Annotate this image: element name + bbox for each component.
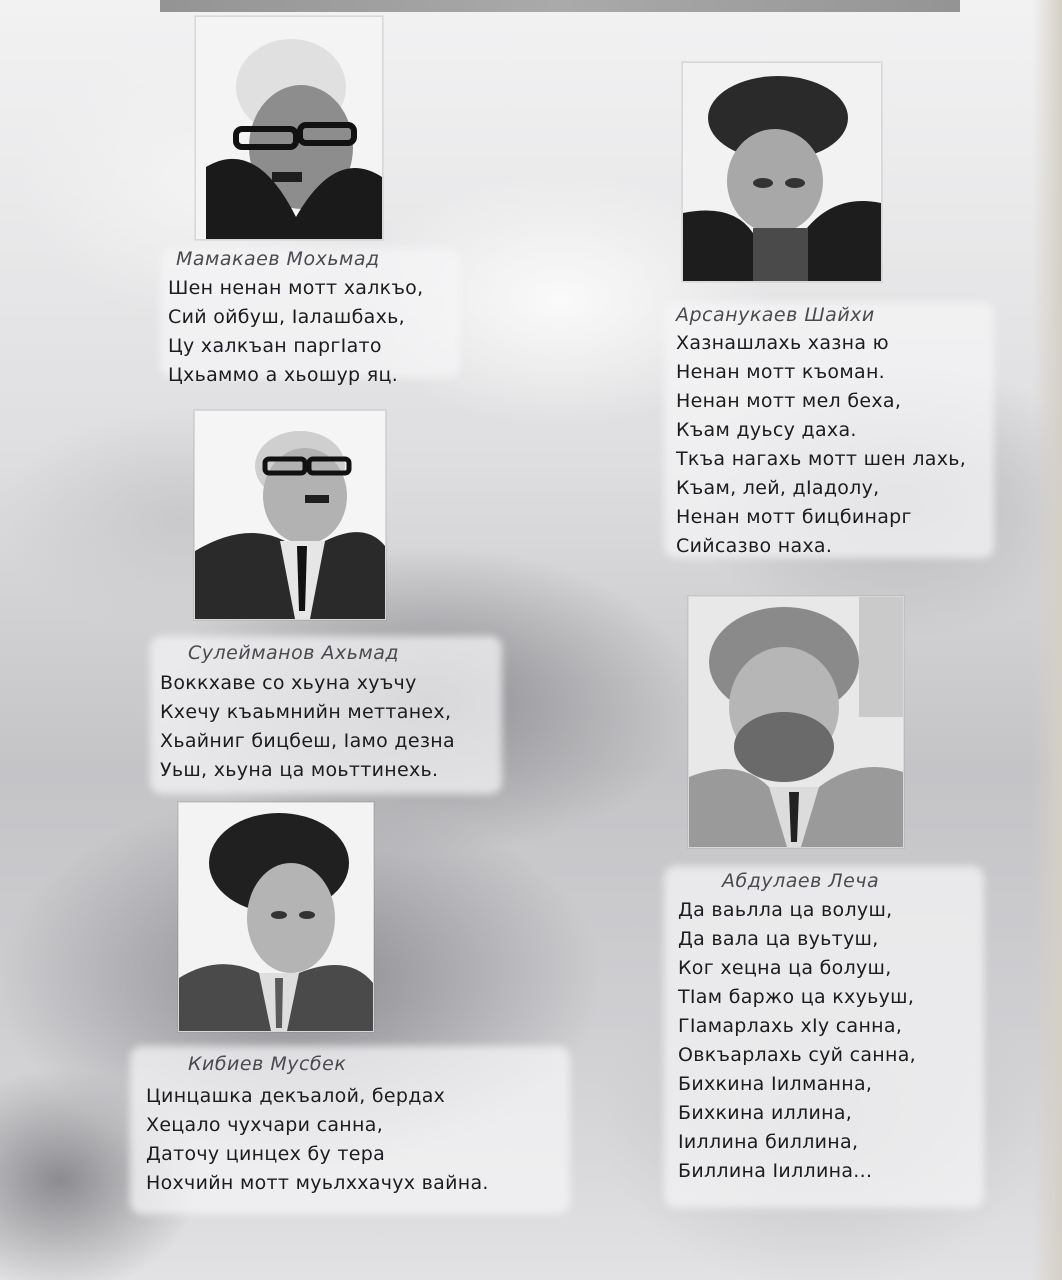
poem-line: Iиллина биллина, xyxy=(678,1131,859,1153)
poem-line: Ког хецна ца болуш, xyxy=(678,957,892,979)
poem-abdulaev xyxy=(678,896,916,1186)
poem-line: ТIам баржо ца кхуьуш, xyxy=(678,986,915,1008)
poem-line: Бихкина иллина, xyxy=(678,1102,853,1124)
poet-name-kibiev: Кибиев Мусбек xyxy=(188,1053,347,1075)
poem-line: Хьайниг бицбеш, Iамо дезна xyxy=(160,730,455,752)
poem-line: Ненан мотт мел беха, xyxy=(676,390,902,412)
poet-name-abdulaev: Абдулаев Леча xyxy=(722,870,880,892)
poem-line: Овкъарлахь суй санна, xyxy=(678,1044,917,1066)
poem-line: Да ваьлла ца волуш, xyxy=(678,899,893,921)
poem-line: Ткъа нагахь мотт шен лахь, xyxy=(676,448,967,470)
poem-line: Кхечу къаьмнийн меттанех, xyxy=(160,701,452,723)
header-strip xyxy=(160,0,960,12)
poem-line: Ненан мотт бицбинарг xyxy=(676,506,912,528)
poem-line: Нохчийн мотт муьлххачух вайна. xyxy=(146,1172,489,1194)
poem-line: ГIамарлахь хIу санна, xyxy=(678,1015,903,1037)
poem-mamakaev xyxy=(168,274,423,390)
poem-line: Цу халкъан паргIато xyxy=(168,335,382,357)
poem-line: Къам, лей, дIадолу, xyxy=(676,477,880,499)
poem-line: Уьш, хьуна ца моьттинехь. xyxy=(160,759,439,781)
poet-name-mamakaev: Мамакаев Мохьмад xyxy=(176,248,380,270)
poem-line: Биллина Iиллина... xyxy=(678,1160,873,1182)
poem-suleymanov xyxy=(160,669,455,785)
poem-line: Воккхаве со хьуна хуъчу xyxy=(160,672,417,694)
portrait-abdulaev xyxy=(688,596,904,848)
poem-line: Цинцашка декъалой, бердах xyxy=(146,1085,446,1107)
poem-arsanukaev xyxy=(676,329,966,561)
poem-line: Хецало чухчари санна, xyxy=(146,1114,384,1136)
poem-line: Сий ойбуш, Iалашбахь, xyxy=(168,306,405,328)
portrait-arsanukaev xyxy=(682,62,882,282)
poet-name-suleymanov: Сулейманов Ахьмад xyxy=(188,642,400,664)
poet-name-arsanukaev: Арсанукаев Шайхи xyxy=(676,304,875,326)
poem-kibiev xyxy=(146,1082,489,1198)
poem-line: Бихкина Iилманна, xyxy=(678,1073,873,1095)
poem-line: Шен ненан мотт халкъо, xyxy=(168,277,424,299)
poem-line: Ненан мотт къоман. xyxy=(676,361,886,383)
poem-line: Хазнашлахь хазна ю xyxy=(676,332,889,354)
portrait-kibiev xyxy=(178,802,374,1032)
poem-line: Къам дуьсу даха. xyxy=(676,419,857,441)
portrait-mamakaev xyxy=(195,16,383,240)
poem-line: Даточу цинцех бу тера xyxy=(146,1143,386,1165)
poem-line: Да вала ца вуьтуш, xyxy=(678,928,879,950)
portrait-suleymanov xyxy=(194,410,386,620)
poem-line: Сийсазво наха. xyxy=(676,535,833,557)
poem-line: Цхьаммо а хьошур яц. xyxy=(168,364,399,386)
